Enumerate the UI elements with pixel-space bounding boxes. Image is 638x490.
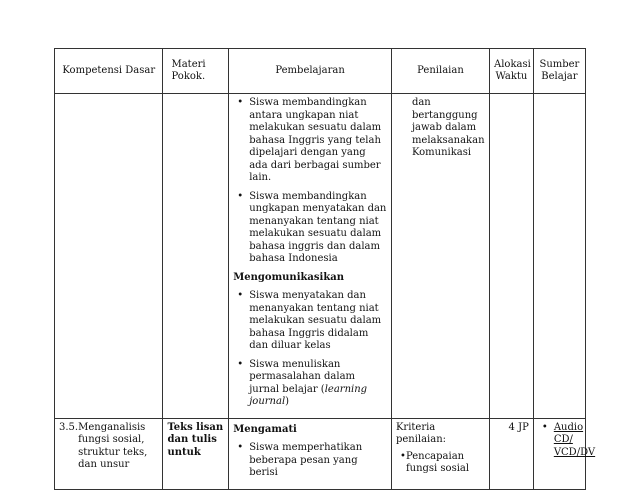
list-item: • Siswa menyatakan dan menanyakan tentang niat melakukan sesuatu dalam bahasa Inggris didalam dan diluar kelas [233,290,387,353]
materi-cell-empty [163,94,229,419]
list-item-end: ) [285,396,290,407]
header-pembelajaran: Pembelajaran [229,49,392,94]
header-alokasi-line2: Waktu [495,71,528,82]
bullet-list [233,97,387,266]
bullet-list [396,451,485,476]
table-row [55,94,586,419]
list-item: • Audio CD/ VCD/DV [538,422,581,460]
kd-entry [59,422,158,472]
penilaian-cell [391,94,489,419]
penilaian-title: Kriteria penilaian: [395,421,447,445]
bullet-list [233,442,387,480]
table-row [55,418,586,489]
list-item: • Siswa membandingkan ungkapan menyatakan dan menanyakan tentang niat melakukan sesuatu dalam bahasa inggris dan dalam bahasa Indonesia [233,191,387,266]
list-item [233,359,387,409]
alokasi-cell: 4 JP [490,418,534,489]
header-materi-pokok: Materi Pokok. [163,49,229,94]
penilaian-text: dan bertanggung jawab dalam melaksanakan Komunikasi [411,97,485,158]
bullet-list [233,290,387,409]
header-kompetensi-dasar: Kompetensi Dasar [55,49,163,94]
sumber-cell [533,418,596,489]
kd-cell-empty [55,94,163,419]
header-sumber-line2: Belajar [541,71,578,82]
header-penilaian: Penilaian [391,49,489,94]
section-title: Mengomunikasikan [233,271,345,283]
syllabus-table [54,48,596,490]
list-item-italic: learning journal [249,383,368,407]
list-item: • Siswa membandingkan antara ungkapan niat melakukan sesuatu dalam bahasa Inggris yang telah dipelajari dengan yang ada dari berbagai sumber lain. [233,97,387,185]
section-title: Mengamati [233,423,297,435]
header-alokasi-line1: Alokasi [494,58,531,70]
penilaian-cell [391,418,489,489]
kd-cell [55,418,163,489]
sumber-cell-empty [533,94,585,419]
list-item: • Pencapaian fungsi sosial [396,451,485,476]
alokasi-cell-empty [490,94,534,419]
header-sumber-belajar [533,49,585,94]
kd-text: Menganalisis fungsi sosial, struktur teks, dan unsur [78,421,148,470]
pembelajaran-cell [229,94,392,419]
kd-number: 3.5. [59,421,79,433]
bullet-list [538,421,596,460]
header-sumber-line1: Sumber [539,58,580,70]
header-alokasi-waktu [490,49,534,94]
header-row [55,49,586,94]
list-item-text: Siswa menuliskan permasalahan dalam jurnal belajar ( [249,358,356,395]
materi-cell: Teks lisan dan tulis untuk [163,418,229,489]
list-item: • Siswa memperhatikan beberapa pesan yang berisi [233,442,387,480]
pembelajaran-cell [229,418,392,489]
